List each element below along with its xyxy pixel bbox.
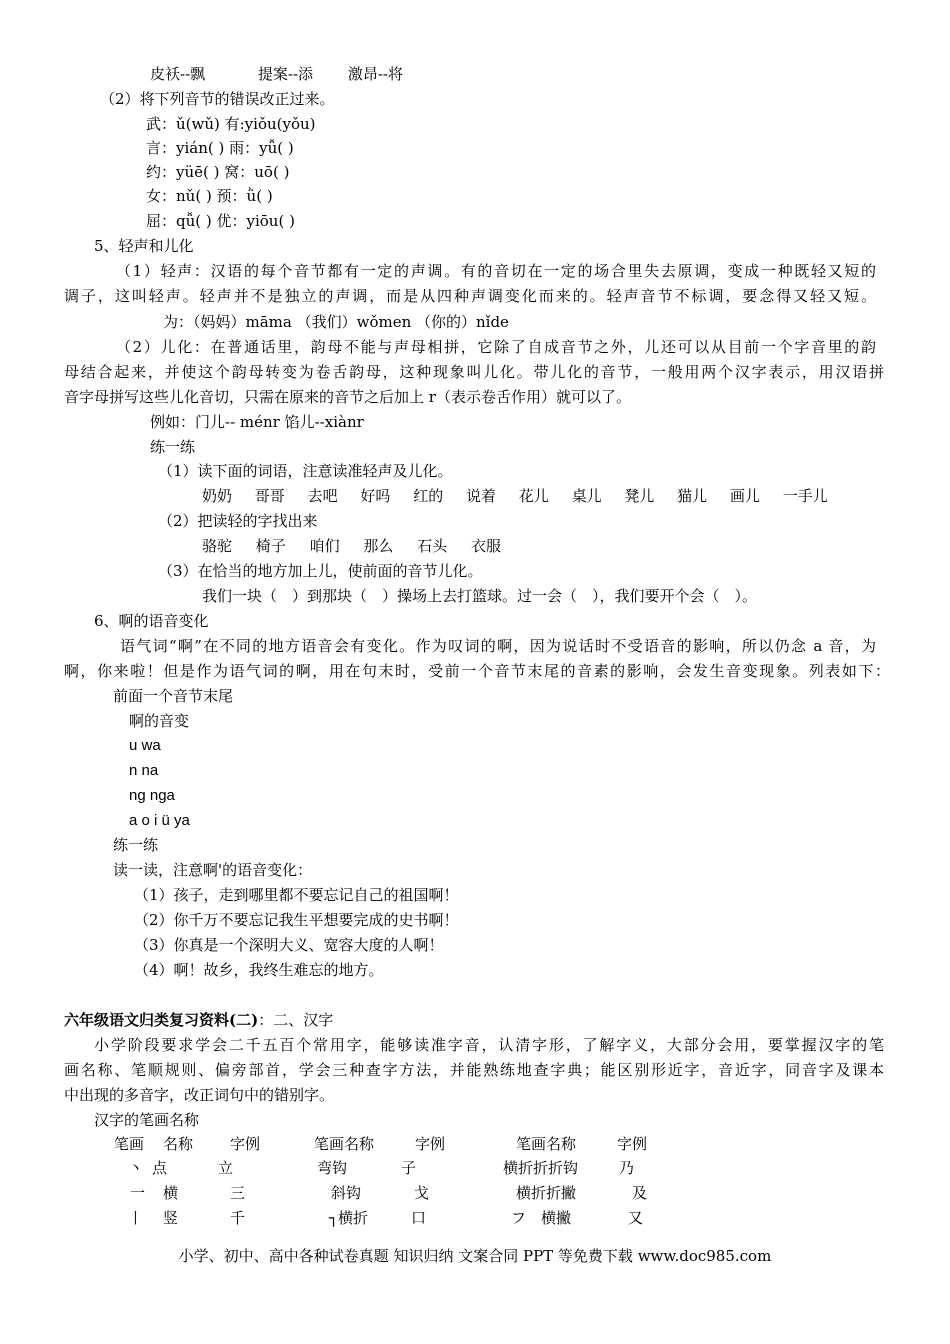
stroke-header-cell: 字例	[415, 1135, 446, 1153]
q2-line: 女：nǔ( ) 预：ǜ( )	[146, 187, 273, 205]
word-pair-row	[150, 64, 403, 84]
exercise-3-title: （3）在恰当的地方加上儿，使前面的音节儿化。	[158, 562, 483, 580]
s5-paragraph-line: （1）轻声：汉语的每个音节都有一定的声调。有的音切在一定的场合里失去原调，变成一种既轻又短的	[116, 262, 876, 280]
section-5-title: 5、轻声和儿化	[94, 237, 194, 255]
part-2-intro-line: 画名称、笔顺规则、偏旁部首，学会三种查字方法，并能熟练地查字典；能区别形近字，音近字，同音字及课本	[64, 1061, 884, 1079]
q2-title: （2）将下列音节的错误改正过来。	[100, 90, 335, 108]
word-pair: 激昂--将	[347, 65, 403, 83]
q2-line: 屈：qǚ( ) 优：yiōu( )	[146, 212, 295, 230]
stroke-cell: 点	[152, 1159, 168, 1177]
stroke-cell: 丨	[128, 1209, 144, 1227]
table-header: 啊的音变	[129, 712, 190, 730]
word: 奶奶	[202, 487, 233, 505]
stroke-cell: 一	[130, 1184, 146, 1202]
word: 那么	[363, 537, 394, 555]
stroke-cell: 乃	[619, 1159, 635, 1177]
s5-paragraph-line: 调子，这叫轻声。轻声并不是独立的声调，而是从四种声调变化而来的。轻声音节不标调，要念得又轻又短。	[64, 287, 876, 305]
stroke-cell: 横折折折钩	[503, 1159, 579, 1177]
stroke-table-header	[0, 1134, 950, 1154]
practice-heading: 练一练	[150, 438, 196, 456]
stroke-cell: 口	[411, 1209, 427, 1227]
word: 椅子	[255, 537, 286, 555]
word: 好吗	[360, 487, 391, 505]
word: 衣服	[470, 537, 501, 555]
read-instruction: 读一读，注意啊'的语音变化：	[113, 861, 313, 879]
table-row: u wa	[129, 737, 161, 754]
word: 桌儿	[571, 487, 602, 505]
s5-example: 为：（妈妈）māma （我们）wǒmen （你的）nǐde	[163, 313, 509, 331]
stroke-cell: 又	[628, 1209, 644, 1227]
word: 说着	[465, 487, 496, 505]
section-6-title: 6、啊的语音变化	[94, 612, 209, 630]
s5-paragraph-line: 母结合起来，并使这个韵母转变为卷舌韵母，这种现象叫儿化。带儿化的音节，一般用两个汉字表示，用汉语拼	[64, 363, 884, 381]
q2-line: 武：ǔ(wǔ) 有:yiǒu(yǒu)	[146, 115, 316, 133]
q2-line: 言：yián( ) 雨：yǚ( )	[146, 139, 294, 157]
stroke-heading: 汉字的笔画名称	[94, 1111, 200, 1129]
exercise-1-title: （1）读下面的词语，注意读准轻声及儿化。	[158, 462, 453, 480]
word: 猫儿	[677, 487, 708, 505]
word: 一手儿	[782, 487, 828, 505]
word: 凳儿	[624, 487, 655, 505]
stroke-header-cell: 笔画	[114, 1135, 145, 1153]
stroke-header-cell: 字例	[617, 1135, 648, 1153]
word: 骆驼	[202, 537, 233, 555]
word: 红的	[413, 487, 444, 505]
stroke-cell: 横	[163, 1184, 179, 1202]
stroke-cell: 竖	[163, 1209, 179, 1227]
part-2-title	[64, 1010, 333, 1030]
stroke-cell: フ 横撇	[511, 1209, 572, 1227]
word: 花儿	[518, 487, 549, 505]
stroke-header-cell: 笔画名称	[314, 1135, 375, 1153]
exercise-2-title: （2）把读轻的字找出来	[158, 512, 318, 530]
stroke-header-cell: 笔画名称	[516, 1135, 577, 1153]
table-row: a o i ü ya	[129, 812, 190, 829]
part-2-title-rest: ：二、汉字	[258, 1011, 334, 1029]
stroke-cell: 弯钩	[317, 1159, 348, 1177]
table-row: ng nga	[129, 787, 175, 804]
word: 去吧	[307, 487, 338, 505]
exercise-1-words	[202, 486, 828, 506]
stroke-cell: 子	[401, 1159, 417, 1177]
stroke-cell: 戈	[414, 1184, 430, 1202]
page-footer: 小学、初中、高中各种试卷真题 知识归纳 文案合同 PPT 等免费下载 www.doc985.com	[178, 1247, 772, 1265]
sentence: （4）啊！故乡，我终生难忘的地方。	[134, 961, 384, 979]
word-pair: 皮袄--飘	[150, 65, 206, 83]
part-2-intro-line: 小学阶段要求学会二千五百个常用字，能够读准字音，认清字形，了解字义，大部分会用，要掌握汉字的笔	[94, 1036, 884, 1054]
s5-paragraph-line: 音字母拼写这些儿化音切，只需在原来的音节之后加上 r（表示卷舌作用）就可以了。	[64, 388, 631, 406]
stroke-cell: 斜钩	[331, 1184, 362, 1202]
word: 咱们	[309, 537, 340, 555]
stroke-cell: 千	[230, 1209, 246, 1227]
stroke-table-row	[0, 1158, 950, 1178]
stroke-header-cell: 名称	[163, 1135, 194, 1153]
stroke-cell: 横折折撇	[516, 1184, 577, 1202]
stroke-header-cell: 字例	[230, 1135, 261, 1153]
sentence: （1）孩子，走到哪里都不要忘记自己的祖国啊！	[134, 886, 459, 904]
part-2-title-bold: 六年级语文归类复习资料(二)	[64, 1011, 259, 1029]
s6-paragraph-line: 语气词“啊”在不同的地方语音会有变化。作为叹词的啊，因为说话时不受语音的影响，所以仍念 a 音，为	[120, 637, 876, 655]
stroke-cell: 及	[632, 1184, 648, 1202]
q2-line: 约：yüē( ) 窝：uō( )	[146, 163, 290, 181]
sentence: （2）你千万不要忘记我生平想要完成的史书啊！	[134, 911, 459, 929]
stroke-cell: 丶	[128, 1159, 144, 1177]
table-header: 前面一个音节末尾	[113, 687, 234, 705]
stroke-cell: ┐横折	[329, 1209, 369, 1227]
word: 画儿	[729, 487, 760, 505]
stroke-cell: 立	[218, 1159, 234, 1177]
word-pair: 提案--添	[257, 65, 314, 83]
part-2-intro-line: 中出现的多音字，改正词句中的错别字。	[64, 1086, 335, 1104]
s5-example-2: 例如：门儿-- ménr 馅儿--xiànr	[150, 413, 364, 431]
stroke-table-row	[0, 1183, 950, 1203]
s6-paragraph-line: 啊，你来啦！但是作为语气词的啊，用在句末时，受前一个音节末尾的音素的影响，会发生音变现象。列表如下：	[64, 662, 890, 680]
stroke-table-row	[0, 1208, 950, 1228]
sentence: （3）你真是一个深明大义、宽容大度的人啊！	[134, 936, 444, 954]
exercise-2-words	[202, 536, 501, 556]
stroke-cell: 三	[230, 1184, 246, 1202]
exercise-3-text: 我们一块（ ）到那块（ ）操场上去打篮球。过一会（ ），我们要开个会（ ）。	[202, 587, 758, 605]
practice-heading: 练一练	[113, 836, 159, 854]
table-row: n na	[129, 762, 159, 779]
s5-paragraph-line: （2）儿化：在普通话里，韵母不能与声母相拼，它除了自成音节之外，儿还可以从目前一个字音里的韵	[116, 338, 876, 356]
word: 哥哥	[254, 487, 285, 505]
word: 石头	[417, 537, 448, 555]
